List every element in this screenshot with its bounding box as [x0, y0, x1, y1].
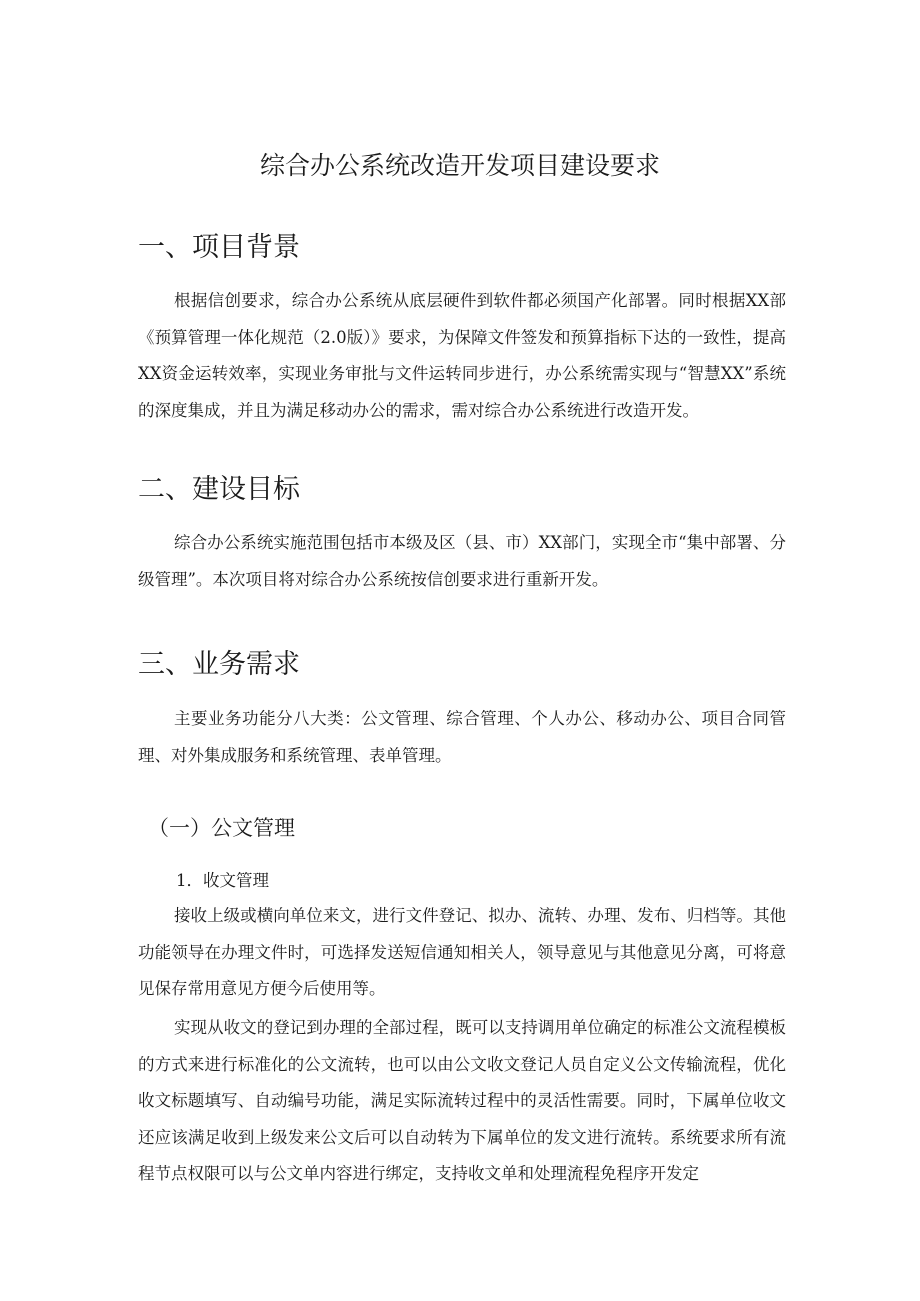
- section-heading-goals: 二、建设目标: [138, 474, 300, 505]
- section-body-background: 根据信创要求，综合办公系统从底层硬件到软件都必须国产化部署。同时根据XX部《预算管理一体化规范（2.0版）》要求，为保障文件签发和预算指标下达的一致性，提高XX资金运转效率，实现业务审批与文件运转同步进行，办公系统需实现与“智慧XX”系统的深度集成，并且为满足移动办公的需求，需对综合办公系统进行改造开发。: [138, 291, 786, 420]
- item-paragraph-2: 实现从收文的登记到办理的全部过程，既可以支持调用单位确定的标准公文流程模板的方式来进行标准化的公文流转，也可以由公文收文登记人员自定义公文传输流程，优化收文标题填写、自动编号功能，满足实际流转过程中的灵活性需要。同时，下属单位收文还应该满足收到上级发来公文后可以自动转为下属单位的发文进行流转。系统要求所有流程节点权限可以与公文单内容进行绑定，支持收文单和处理流程免程序开发定: [138, 1018, 786, 1183]
- item-paragraph-1: 接收上级或横向单位来文，进行文件登记、拟办、流转、办理、发布、归档等。其他功能领导在办理文件时，可选择发送短信通知相关人，领导意见与其他意见分离，可将意见保存常用意见方便今后使用等。: [138, 906, 786, 998]
- subsection-heading-document-management: （一）公文管理: [148, 816, 295, 840]
- section-body-requirements: 主要业务功能分八大类：公文管理、综合管理、个人办公、移动办公、项目合同管理、对外集成服务和系统管理、表单管理。: [138, 709, 786, 765]
- section-heading-background: 一、项目背景: [138, 232, 300, 263]
- document-title: 综合办公系统改造开发项目建设要求: [259, 151, 660, 180]
- section-heading-requirements: 三、业务需求: [138, 649, 300, 680]
- item-heading-incoming-docs: 1．收文管理: [176, 871, 269, 890]
- section-body-goals: 综合办公系统实施范围包括市本级及区（县、市）XX部门，实现全市“集中部署、分级管理”。本次项目将对综合办公系统按信创要求进行重新开发。: [138, 533, 786, 589]
